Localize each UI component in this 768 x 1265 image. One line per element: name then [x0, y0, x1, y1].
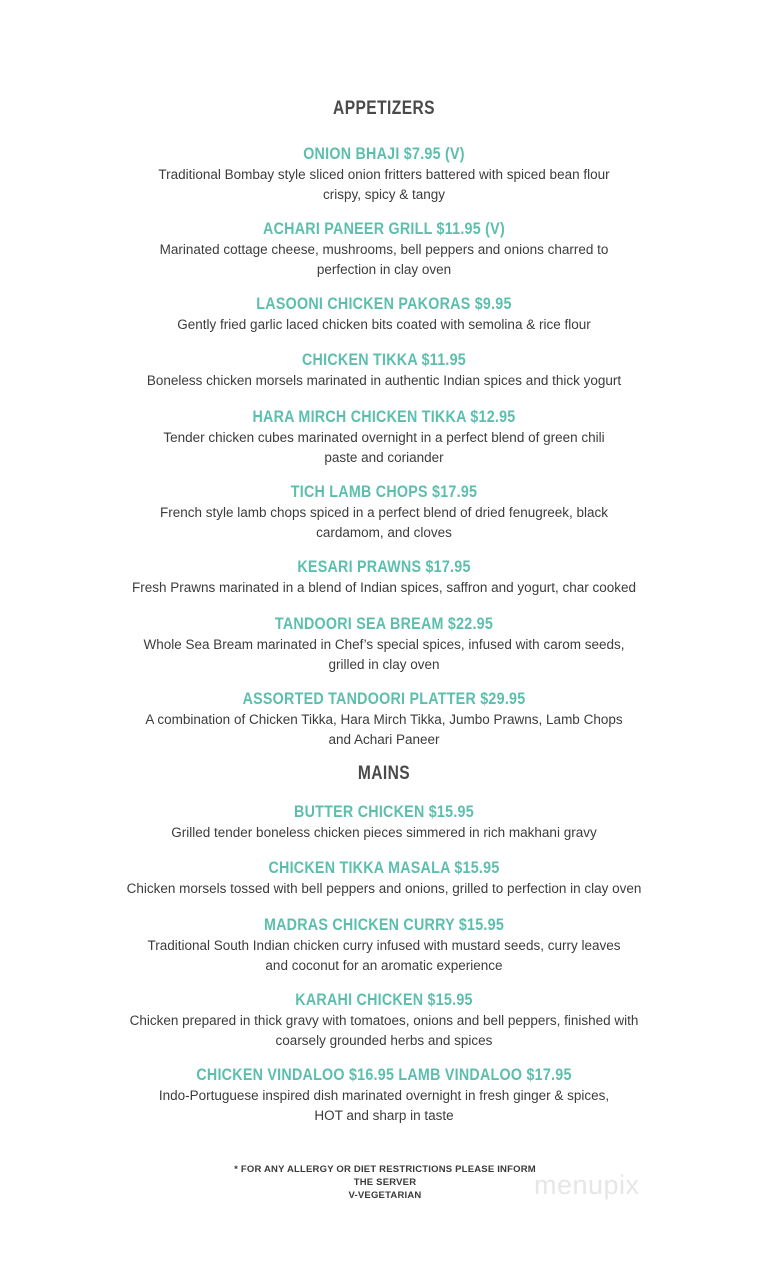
menu-item-name: TANDOORI SEA BREAM $22.95: [274, 614, 494, 633]
menu-item-description: [74, 578, 694, 598]
menu-item-description: [44, 879, 724, 899]
menu-item-name: MADRAS CHICKEN CURRY $15.95: [263, 915, 505, 934]
description-line: cardamom, and cloves: [316, 524, 452, 540]
menu-item-description: [74, 823, 694, 843]
menu-item: [0, 1065, 768, 1125]
menu-item-name: ONION BHAJI $7.95 (V): [303, 144, 465, 163]
mains-heading: MAINS: [357, 763, 411, 784]
description-line: and coconut for an aromatic experience: [265, 957, 503, 973]
menu-item-description: [74, 315, 694, 335]
menu-item: [0, 350, 768, 391]
menu-item-description: [74, 165, 694, 204]
description-line: Indo-Portuguese inspired dish marinated overnight in fresh ginger & spices,: [158, 1088, 610, 1103]
appetizers-heading: APPETIZERS: [333, 98, 435, 119]
description-line: Whole Sea Bream marinated in Chef’s special spices, infused with carom seeds,: [143, 637, 625, 652]
menu-item-description: [74, 240, 694, 279]
description-line: Traditional South Indian chicken curry infused with mustard seeds, curry leaves: [147, 938, 621, 953]
menu-item-name: KARAHI CHICKEN $15.95: [295, 990, 473, 1009]
menu-item: [0, 915, 768, 975]
description-line: A combination of Chicken Tikka, Hara Mirch Tikka, Jumbo Prawns, Lamb Chops: [145, 712, 623, 727]
menu-item: [0, 557, 768, 598]
menu-item-description: [74, 710, 694, 749]
menu-item: [0, 802, 768, 843]
menu-item-name: CHICKEN VINDALOO $16.95 LAMB VINDALOO $17.95: [196, 1065, 572, 1084]
allergy-notice: * FOR ANY ALLERGY OR DIET RESTRICTIONS PLEASE INFORM THE SERVER: [234, 1164, 536, 1188]
menu-item: [0, 689, 768, 749]
menu-item: [0, 407, 768, 467]
description-line: crispy, spicy & tangy: [322, 186, 446, 202]
description-line: Fresh Prawns marinated in a blend of Indian spices, saffron and yogurt, char cooked: [131, 580, 637, 595]
menu-item: [0, 990, 768, 1050]
menu-item-name: CHICKEN TIKKA MASALA $15.95: [268, 858, 500, 877]
description-line: Traditional Bombay style sliced onion fritters battered with spiced bean flour: [158, 167, 610, 182]
menu-item: [0, 144, 768, 204]
description-line: Gently fried garlic laced chicken bits coated with semolina & rice flour: [177, 317, 591, 332]
vegetarian-legend: V-VEGETARIAN: [348, 1190, 422, 1201]
description-line: Boneless chicken morsels marinated in authentic Indian spices and thick yogurt: [146, 373, 622, 388]
menupix-watermark: menupix: [534, 1170, 640, 1200]
description-line: coarsely grounded herbs and spices: [275, 1032, 493, 1048]
menu-item-name: CHICKEN TIKKA $11.95: [301, 350, 467, 369]
description-line: perfection in clay oven: [316, 261, 452, 277]
description-line: Chicken morsels tossed with bell peppers and onions, grilled to perfection in clay oven: [126, 881, 642, 896]
menu-item-name: HARA MIRCH CHICKEN TIKKA $12.95: [252, 407, 516, 426]
menu-item-name: BUTTER CHICKEN $15.95: [294, 802, 474, 821]
description-line: Grilled tender boneless chicken pieces simmered in rich makhani gravy: [171, 825, 597, 840]
menu-item-description: [44, 1011, 724, 1050]
menu-item: [0, 219, 768, 279]
menu-item-description: [74, 635, 694, 674]
description-line: and Achari Paneer: [328, 731, 440, 747]
description-line: HOT and sharp in taste: [314, 1107, 454, 1123]
menu-item-name: LASOONI CHICKEN PAKORAS $9.95: [256, 294, 512, 313]
menu-item-name: ASSORTED TANDOORI PLATTER $29.95: [242, 689, 526, 708]
description-line: grilled in clay oven: [328, 656, 440, 672]
menu-item-description: [74, 1086, 694, 1125]
menu-item-name: ACHARI PANEER GRILL $11.95 (V): [263, 219, 505, 238]
menu-item: [0, 858, 768, 899]
menu-item: [0, 294, 768, 335]
menu-item-name: KESARI PRAWNS $17.95: [297, 557, 471, 576]
allergy-footnote: [230, 1163, 540, 1202]
description-line: Chicken prepared in thick gravy with tomatoes, onions and bell peppers, finished with: [129, 1013, 639, 1028]
menu-item: [0, 614, 768, 674]
description-line: French style lamb chops spiced in a perfect blend of dried fenugreek, black: [160, 505, 608, 520]
description-line: Marinated cottage cheese, mushrooms, bell peppers and onions charred to: [159, 242, 609, 257]
menu-item-description: [74, 503, 694, 542]
description-line: Tender chicken cubes marinated overnight in a perfect blend of green chili: [163, 430, 605, 445]
menu-item: [0, 482, 768, 542]
description-line: paste and coriander: [324, 449, 444, 465]
menu-item-description: [74, 936, 694, 975]
menu-item-description: [74, 371, 694, 391]
menu-item-name: TICH LAMB CHOPS $17.95: [290, 482, 478, 501]
menu-item-description: [74, 428, 694, 467]
